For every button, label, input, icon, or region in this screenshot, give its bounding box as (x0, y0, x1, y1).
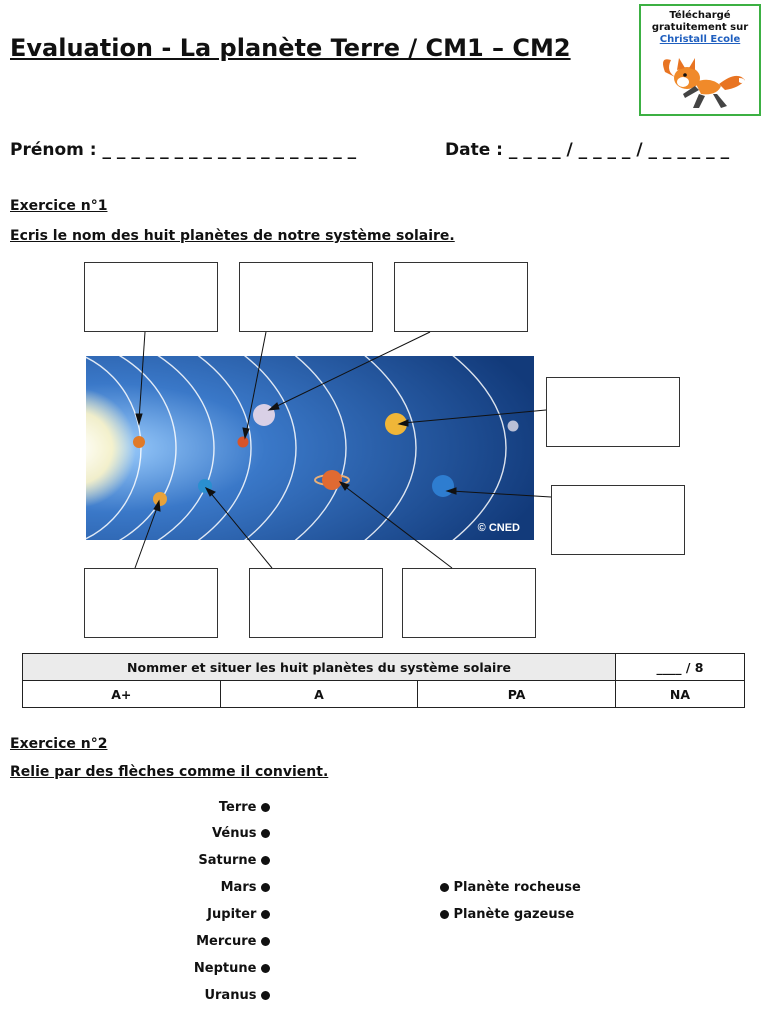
neptune-planet (432, 475, 454, 497)
answer-box-3[interactable] (394, 262, 528, 332)
page-title: Evaluation - La planète Terre / CM1 – CM2 (10, 34, 571, 62)
planet-item[interactable] (196, 934, 270, 949)
answer-box-4[interactable] (546, 377, 680, 447)
connector-dot-icon[interactable] (261, 964, 270, 973)
grading-criterion: Nommer et situer les huit planètes du système solaire (23, 654, 616, 681)
planet-label: Mars (220, 880, 257, 895)
answer-box-6[interactable] (84, 568, 218, 638)
grading-score[interactable]: ____ / 8 (616, 654, 745, 681)
connector-dot-icon[interactable] (261, 991, 270, 1000)
planet-label: Uranus (204, 988, 257, 1003)
level-pa[interactable]: PA (418, 681, 616, 708)
solar-system-image (86, 356, 534, 540)
level-a[interactable]: A (220, 681, 418, 708)
answer-box-7[interactable] (249, 568, 383, 638)
prenom-field[interactable]: Prénom : _ _ _ _ _ _ _ _ _ _ _ _ _ _ _ _ _ _ (10, 140, 357, 160)
planet-item[interactable] (212, 826, 270, 841)
grading-table (22, 653, 745, 708)
planet-item[interactable] (198, 853, 270, 868)
venus-planet (153, 492, 167, 506)
exercise-1-instruction: Ecris le nom des huit planètes de notre système solaire. (10, 228, 455, 244)
connector-dot-icon[interactable] (261, 856, 270, 865)
planet-label: Saturne (198, 853, 257, 868)
uranus-planet (385, 413, 407, 435)
earth-planet (198, 479, 212, 493)
planet-item[interactable] (207, 907, 270, 922)
answer-box-1[interactable] (84, 262, 218, 332)
exercise-1-title: Exercice n°1 (10, 198, 108, 214)
logo-link[interactable]: Christall Ecole (659, 34, 741, 45)
planet-type-label: Planète rocheuse (453, 880, 581, 895)
connector-dot-icon[interactable] (440, 910, 449, 919)
pluto-planet (508, 421, 519, 432)
saturn-planet (322, 470, 342, 490)
planet-type-label: Planète gazeuse (453, 907, 575, 922)
planet-label: Jupiter (207, 907, 257, 922)
connector-dot-icon[interactable] (440, 883, 449, 892)
grading-header-row (23, 654, 745, 681)
planet-item[interactable] (204, 988, 270, 1003)
logo-line-2: gratuitement sur (651, 22, 749, 33)
connector-dot-icon[interactable] (261, 937, 270, 946)
answer-box-2[interactable] (239, 262, 373, 332)
logo-caption (641, 10, 759, 46)
connector-dot-icon[interactable] (261, 883, 270, 892)
fox-icon (655, 52, 749, 112)
planet-type-gas[interactable] (440, 907, 574, 922)
planet-item[interactable] (219, 800, 270, 815)
answer-box-8[interactable] (402, 568, 536, 638)
logo-line-1: Téléchargé (669, 10, 731, 21)
level-na[interactable]: NA (616, 681, 745, 708)
jupiter-planet (253, 404, 275, 426)
connector-dot-icon[interactable] (261, 829, 270, 838)
connector-dot-icon[interactable] (261, 910, 270, 919)
answer-box-5[interactable] (551, 485, 685, 555)
planet-label: Vénus (212, 826, 257, 841)
image-credit: © CNED (477, 522, 520, 534)
exercise-2-instruction: Relie par des flèches comme il convient. (10, 764, 329, 780)
planet-label: Mercure (196, 934, 257, 949)
mars-planet (238, 437, 249, 448)
level-a-plus[interactable]: A+ (23, 681, 221, 708)
mercury-planet (133, 436, 145, 448)
planet-item[interactable] (194, 961, 270, 976)
planet-label: Neptune (193, 961, 257, 976)
christall-ecole-logo[interactable] (639, 4, 761, 116)
planet-label: Terre (218, 800, 257, 815)
date-field[interactable]: Date : _ _ _ _ / _ _ _ _ / _ _ _ _ _ _ (445, 140, 730, 160)
exercise-2-title: Exercice n°2 (10, 736, 108, 752)
grading-levels-row (23, 681, 745, 708)
connector-dot-icon[interactable] (261, 803, 270, 812)
planet-type-rocky[interactable] (440, 880, 581, 895)
solar-system-drawing (86, 356, 534, 540)
planet-item[interactable] (221, 880, 270, 895)
